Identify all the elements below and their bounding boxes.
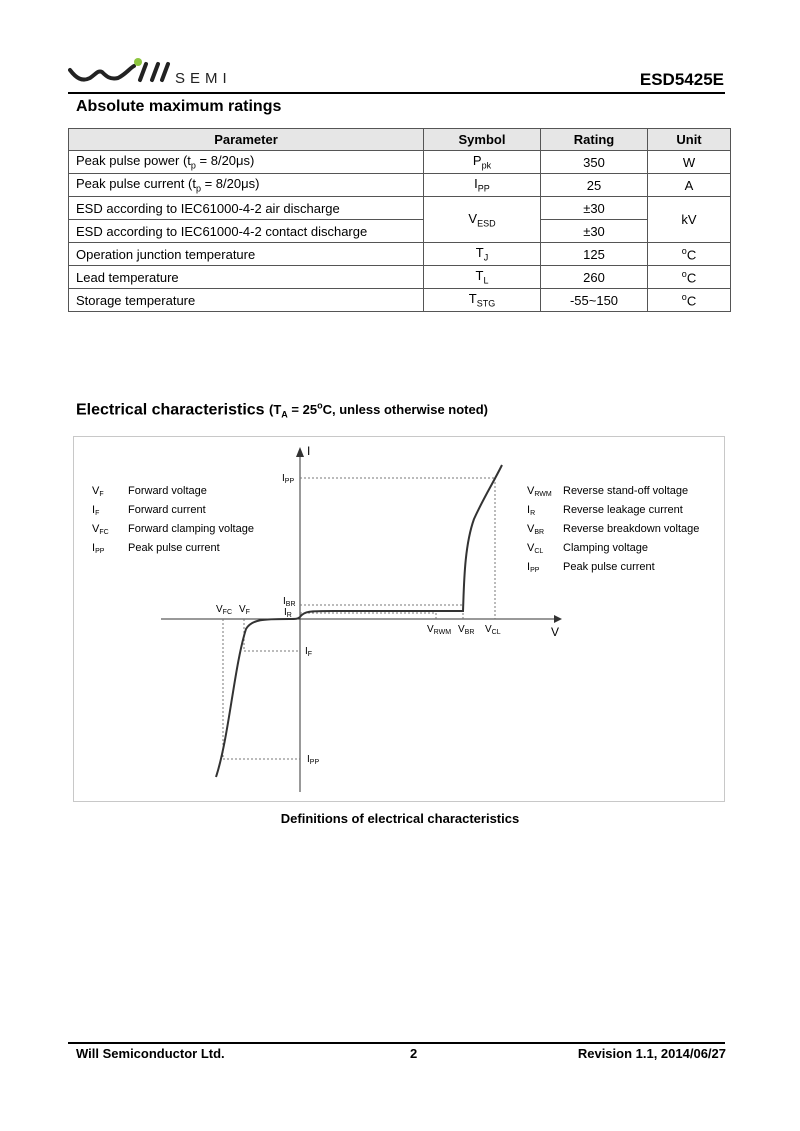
- cell-rating: 25: [541, 174, 648, 197]
- header-divider: [68, 92, 725, 94]
- conditions-note: ($T_A = 25^oC$, unless otherwise noted): [269, 401, 488, 420]
- svg-text:Forward voltage: Forward voltage: [128, 485, 207, 497]
- label-vbr: $V_{BR}$: [458, 624, 475, 636]
- svg-text:IF: IF: [92, 504, 100, 517]
- cell-unit: $^o$C: [648, 243, 731, 266]
- header-parameter: Parameter: [69, 129, 424, 151]
- logo-text: SEMI: [175, 70, 232, 87]
- header-unit: Unit: [648, 129, 731, 151]
- cell-rating: ±30: [541, 220, 648, 243]
- label-vcl: $V_{CL}$: [485, 624, 501, 636]
- v-axis-arrow: [554, 615, 562, 623]
- svg-text:Reverse breakdown voltage: Reverse breakdown voltage: [563, 523, 700, 535]
- svg-text:IPP: IPP: [527, 561, 540, 574]
- svg-text:VRWM: VRWM: [527, 485, 552, 498]
- cell-rating: ±30: [541, 197, 648, 220]
- cell-symbol: $V_{ESD}$: [424, 197, 541, 243]
- svg-text:VBR: VBR: [527, 523, 545, 536]
- right-legend: [527, 485, 699, 574]
- svg-text:Forward clamping voltage: Forward clamping voltage: [128, 523, 254, 535]
- cell-unit: $^o$C: [648, 266, 731, 289]
- cell-parameter: ESD according to IEC61000-4-2 air discharge: [69, 197, 424, 220]
- left-legend: [92, 485, 254, 555]
- label-if: $I_F$: [305, 646, 313, 658]
- cell-symbol: $T_J$: [424, 243, 541, 266]
- i-axis-label: I: [307, 444, 311, 458]
- svg-text:Forward current: Forward current: [128, 504, 206, 516]
- logo-green-dot: [134, 58, 142, 66]
- cell-unit: W: [648, 151, 731, 174]
- header-symbol: Symbol: [424, 129, 541, 151]
- cell-parameter: Operation junction temperature: [69, 243, 424, 266]
- label-vfc: $V_{FC}$: [216, 604, 233, 616]
- cell-parameter: Peak pulse power $(t_p = 8/20\mu s)$: [69, 151, 424, 174]
- cell-symbol: $I_{PP}$: [424, 174, 541, 197]
- label-vrwm: $V_{RWM}$: [427, 624, 452, 636]
- iv-curve-diagram: [74, 437, 724, 801]
- svg-text:VF: VF: [92, 485, 104, 498]
- cell-parameter: Peak pulse current $(t_p = 8/20\mu s)$: [69, 174, 424, 197]
- cell-parameter: Lead temperature: [69, 266, 424, 289]
- cell-rating: 260: [541, 266, 648, 289]
- cell-symbol: $T_L$: [424, 266, 541, 289]
- section-title-absolute-max: Absolute maximum ratings: [76, 98, 282, 115]
- svg-text:Clamping voltage: Clamping voltage: [563, 542, 648, 554]
- cell-symbol: $P_{pk}$: [424, 151, 541, 174]
- figure-caption: Definitions of electrical characteristics: [280, 811, 520, 826]
- svg-text:Peak pulse current: Peak pulse current: [128, 542, 220, 554]
- cell-rating: 350: [541, 151, 648, 174]
- footer-revision: Revision 1.1, 2014/06/27: [577, 1046, 726, 1061]
- cell-symbol: $T_{STG}$: [424, 289, 541, 312]
- section-title-electrical: Electrical characteristics ($T_A = 25^oC$, unless otherwise noted): [76, 401, 488, 420]
- table-row: [69, 266, 731, 289]
- svg-text:Peak pulse current: Peak pulse current: [563, 561, 655, 573]
- logo-i-stroke: [140, 64, 146, 80]
- logo-l-stroke-1: [152, 64, 158, 80]
- svg-text:VCL: VCL: [527, 542, 544, 555]
- cell-rating: 125: [541, 243, 648, 266]
- label-vf: $V_F$: [239, 604, 250, 616]
- svg-text:VFC: VFC: [92, 523, 109, 536]
- table-row: [69, 174, 731, 197]
- header-rating: Rating: [541, 129, 648, 151]
- cell-unit: $^o$C: [648, 289, 731, 312]
- footer-page-number: 2: [410, 1046, 418, 1061]
- logo-w-mark: [70, 66, 134, 80]
- label-ipp-top: $I_{PP}$: [282, 473, 295, 485]
- table-row: [69, 289, 731, 312]
- footer-company: Will Semiconductor Ltd.: [76, 1046, 225, 1061]
- svg-text:IR: IR: [527, 504, 536, 517]
- iv-curve: [216, 465, 502, 777]
- absolute-max-ratings-table: [68, 128, 731, 312]
- cell-parameter: ESD according to IEC61000-4-2 contact discharge: [69, 220, 424, 243]
- cell-unit: A: [648, 174, 731, 197]
- cell-rating: -55~150: [541, 289, 648, 312]
- table-header-row: [69, 129, 731, 151]
- svg-text:Reverse leakage current: Reverse leakage current: [563, 504, 683, 516]
- iv-characteristics-figure: [73, 436, 725, 802]
- table-row: [69, 220, 731, 243]
- label-ir: $I_R$: [284, 607, 292, 619]
- label-ipp-bottom: $I_{PP}$: [307, 754, 320, 766]
- v-axis-label: V: [551, 625, 560, 639]
- logo-l-stroke-2: [162, 64, 168, 80]
- i-axis-arrow: [296, 447, 304, 457]
- svg-text:IPP: IPP: [92, 542, 105, 555]
- document-id: ESD5425E: [639, 70, 724, 89]
- cell-unit: kV: [648, 197, 731, 243]
- cell-parameter: Storage temperature: [69, 289, 424, 312]
- footer-divider: [68, 1042, 725, 1044]
- table-row: [69, 243, 731, 266]
- svg-text:Reverse stand-off voltage: Reverse stand-off voltage: [563, 485, 689, 497]
- table-row: [69, 151, 731, 174]
- table-row: [69, 197, 731, 220]
- label-ibr: $I_{BR}$: [283, 596, 296, 608]
